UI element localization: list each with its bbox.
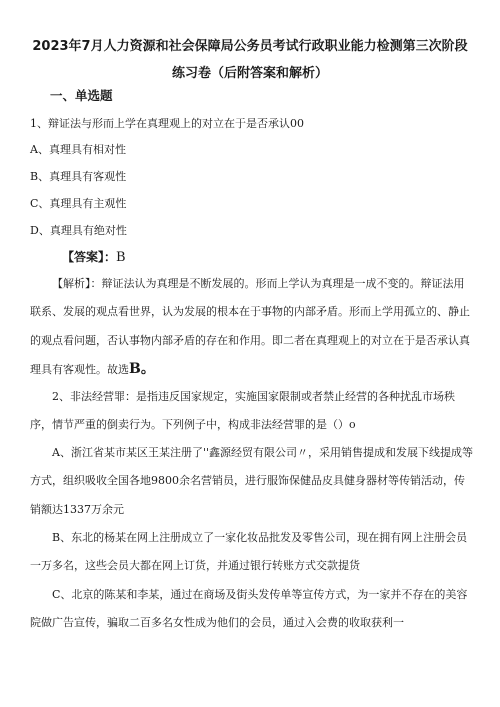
- section-heading: 一、单选题: [50, 88, 113, 103]
- analysis-text: 【解析】：辩证法认为真理是不断发展的。形而上学认为真理是一成不变的。辩证法用联系、发展的观点看世界，认为发展的根本在于事物的内部矛盾。形而上学用孤立的、静止的观点看问题，否认事物内部矛盾的存在和作用。即二者在真理观上的对立在于是否承认真理具有客观性。故选: [30, 277, 470, 376]
- analysis-choice: B。: [129, 360, 155, 377]
- question-2-stem: 2、非法经营罪：是指违反国家规定，实施国家限制或者禁止经营的各种扰乱市场秩序，情节严重的倒卖行为。下列例子中，构成非法经营罪的是（）o: [30, 390, 455, 432]
- question-2-option-b: B、东北的杨某在网上注册成立了一家化妆品批发及零售公司，现在拥有网上注册会员一万多名，这些会员大都在网上订货，并通过银行转账方式交款提货: [30, 531, 468, 573]
- question-2-option-c: C、北京的陈某和李某，通过在商场及街头发传单等宣传方式，为一家并不存在的美容院做广告宣传，骗取二百多名女性成为他们的会员，通过入会费的收取获利一: [30, 588, 468, 630]
- question-1-option-a: A、真理具有相对性: [30, 143, 126, 156]
- question-1-option-d: D、真理具有绝对性: [30, 224, 127, 237]
- answer-value: B: [116, 250, 126, 265]
- document-title-line1: 2023年7月人力资源和社会保障局公务员考试行政职业能力检测第三次阶段: [32, 39, 468, 54]
- document-title-line2: 练习卷（后附答案和解析）: [171, 66, 328, 81]
- answer-label: 【答案】：: [62, 250, 117, 264]
- question-2-option-a: A、浙江省某市某区王某注册了''鑫源经贸有限公司〃，采用销售提成和发展下线提成等方式，组织吸收全国各地9800余名营销员，进行服饰保健品皮具健身器材等传销活动，传销额达1337万余元: [30, 446, 473, 516]
- question-1-answer: [62, 248, 126, 265]
- question-1-option-c: C、真理具有主观性: [30, 197, 127, 210]
- question-1-analysis: [30, 270, 474, 384]
- question-1-option-b: B、真理具有客观性: [30, 170, 127, 183]
- question-1-stem: 1、辩证法与形而上学在真理观上的对立在于是否承认00: [30, 117, 304, 130]
